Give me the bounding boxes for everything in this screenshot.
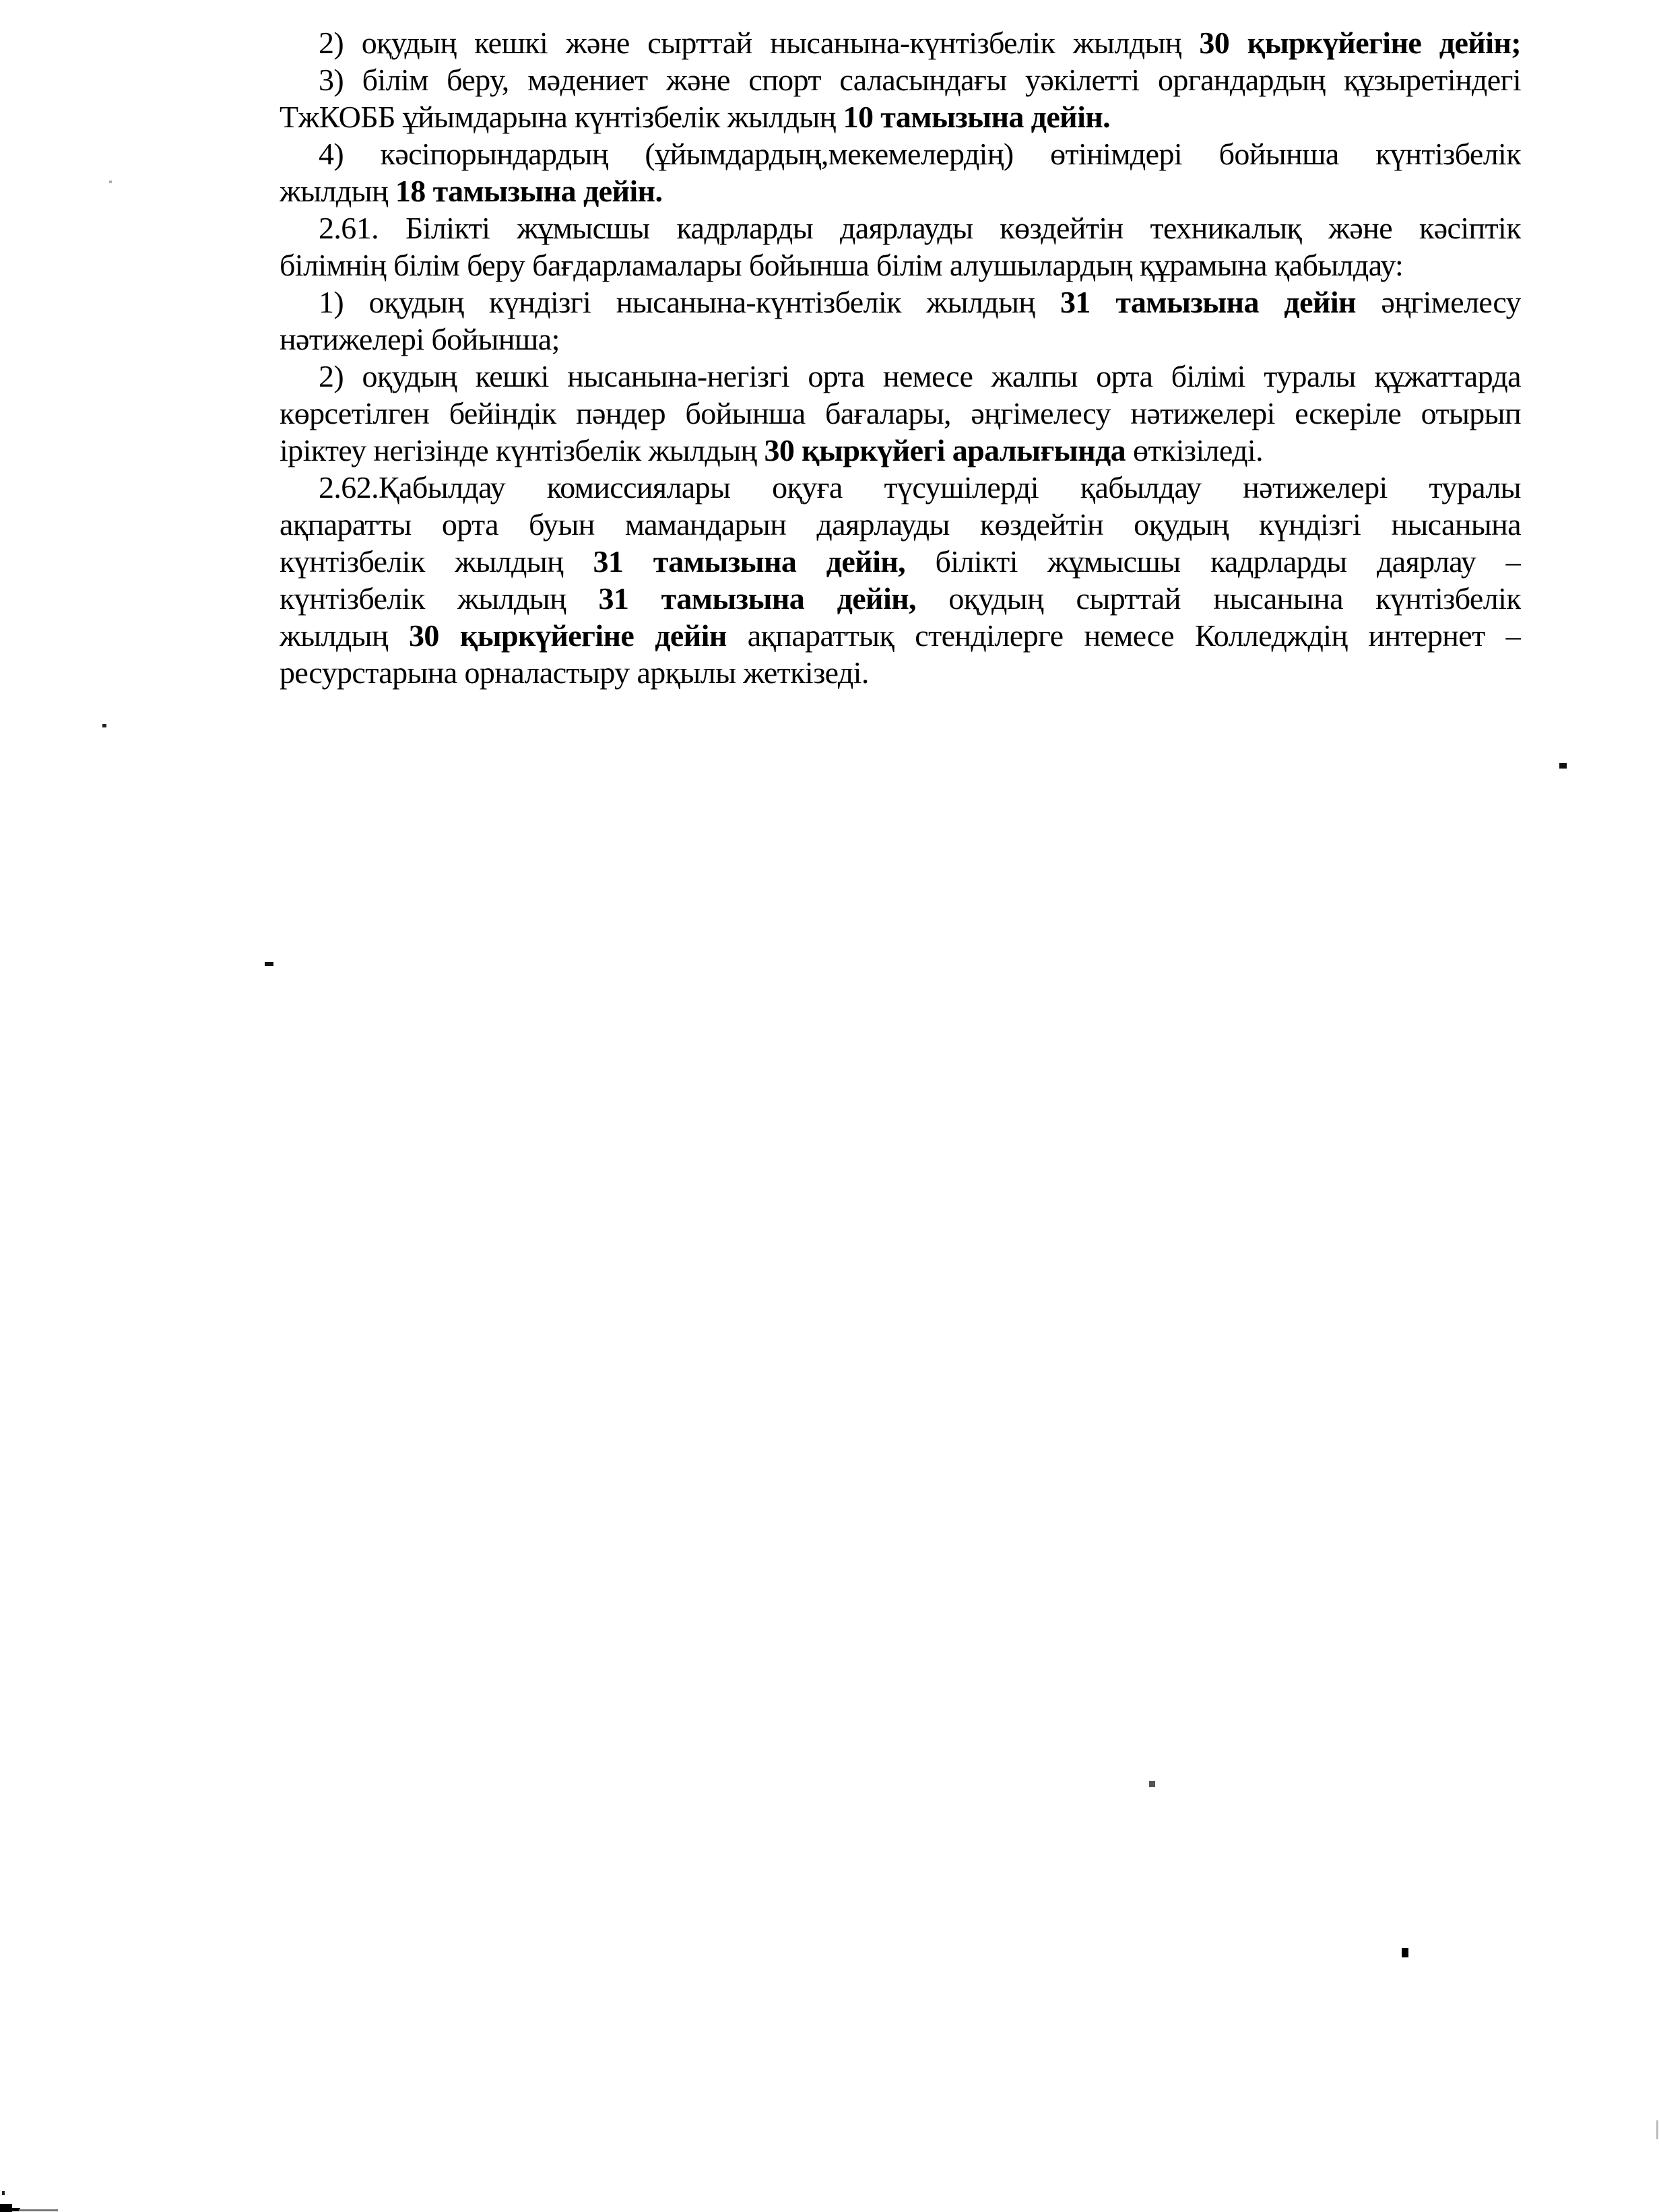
bold-text-segment: 18 тамызына дейін.: [395, 174, 663, 208]
bold-text-segment: 30 қыркүйегі аралығында: [764, 433, 1126, 467]
text-segment: ақпараттық стенділерге немесе Колледждің интернет –: [726, 618, 1521, 653]
text-segment: ТжКОББ ұйымдарына күнтізбелік жылдың: [280, 100, 843, 134]
paragraph: [280, 135, 1521, 209]
text-segment: білікті жұмысшы кадрларды даярлау –: [905, 544, 1521, 579]
text-segment: ақпаратты орта буын мамандарын даярлауды көздейтін оқудың күндізгі нысанына: [280, 507, 1521, 542]
text-segment: күнтізбелік жылдың: [280, 581, 599, 616]
text-segment: 2.61. Білікті жұмысшы кадрларды даярлауды көздейтін техникалық және кәсіптік: [319, 211, 1521, 245]
text-line: [280, 506, 1521, 543]
text-block: [280, 24, 1521, 691]
text-line: [280, 284, 1521, 321]
scan-artifact: [265, 962, 273, 966]
text-segment: 3) білім беру, мәдениет және спорт саласындағы уәкілетті органдардың құзыретіндегі: [319, 63, 1521, 97]
text-segment: 4) кәсіпорындардың (ұйымдардың,мекемелердің) өтінімдері бойынша күнтізбелік: [319, 137, 1521, 171]
paragraph: [280, 284, 1521, 358]
text-segment: жылдың: [280, 618, 409, 653]
text-line: [280, 617, 1521, 654]
text-segment: іріктеу негізінде күнтізбелік жылдың: [280, 433, 765, 467]
text-segment: оқудың сырттай нысанына күнтізбелік: [915, 581, 1521, 616]
paragraph: [280, 61, 1521, 135]
scan-artifact: [19, 2209, 58, 2211]
paragraph: [280, 469, 1521, 691]
scan-artifact: [102, 724, 106, 727]
scan-artifact: [1402, 1948, 1408, 1957]
text-line: [280, 135, 1521, 172]
bold-text-segment: 31 тамызына дейін: [1060, 285, 1356, 319]
text-line: [280, 469, 1521, 506]
bold-text-segment: 31 тамызына дейін,: [598, 581, 916, 616]
text-segment: ресурстарына орналастыру арқылы жеткізеді.: [280, 655, 869, 690]
paragraph: [280, 24, 1521, 61]
scan-artifact: [109, 181, 112, 183]
text-line: [280, 543, 1521, 580]
text-line: [280, 61, 1521, 98]
text-line: [280, 654, 1521, 691]
text-segment: өткізіледі.: [1126, 433, 1263, 467]
text-segment: 1) оқудың күндізгі нысанына-күнтізбелік жылдың: [319, 285, 1060, 319]
text-line: [280, 395, 1521, 432]
scan-artifact: [1149, 1781, 1155, 1787]
text-line: [280, 321, 1521, 358]
bold-text-segment: 10 тамызына дейін.: [843, 100, 1111, 134]
text-line: [280, 98, 1521, 135]
scan-artifact: [1559, 763, 1567, 769]
text-segment: жылдың: [280, 174, 395, 208]
bold-text-segment: 30 қыркүйегіне дейін: [409, 618, 727, 653]
text-line: [280, 209, 1521, 247]
text-line: [280, 432, 1521, 469]
text-segment: күнтізбелік жылдың: [280, 544, 593, 579]
text-line: [280, 580, 1521, 617]
text-segment: 2.62.Қабылдау комиссиялары оқуға түсушілерді қабылдау нәтижелері туралы: [319, 470, 1521, 505]
scan-artifact: [2, 2191, 5, 2195]
text-segment: нәтижелері бойынша;: [280, 322, 560, 356]
text-segment: көрсетілген бейіндік пәндер бойынша бағалары, әңгімелесу нәтижелері ескеріле отырып: [280, 396, 1521, 430]
paragraph: [280, 209, 1521, 284]
text-line: [280, 247, 1521, 284]
paragraph: [280, 358, 1521, 469]
text-segment: білімнің білім беру бағдарламалары бойынша білім алушылардың құрамына қабылдау:: [280, 248, 1404, 282]
bold-text-segment: 31 тамызына дейін,: [593, 544, 906, 579]
text-line: [280, 172, 1521, 209]
text-segment: әңгімелесу: [1355, 285, 1521, 319]
text-line: [280, 24, 1521, 61]
scan-artifact: [1656, 2120, 1658, 2139]
text-segment: 2) оқудың кешкі нысанына-негізгі орта немесе жалпы орта білімі туралы құжаттарда: [319, 359, 1521, 393]
bold-text-segment: 30 қыркүйегіне дейін;: [1199, 26, 1521, 60]
text-segment: 2) оқудың кешкі және сырттай нысанына-күнтізбелік жылдың: [319, 26, 1200, 60]
text-line: [280, 358, 1521, 395]
